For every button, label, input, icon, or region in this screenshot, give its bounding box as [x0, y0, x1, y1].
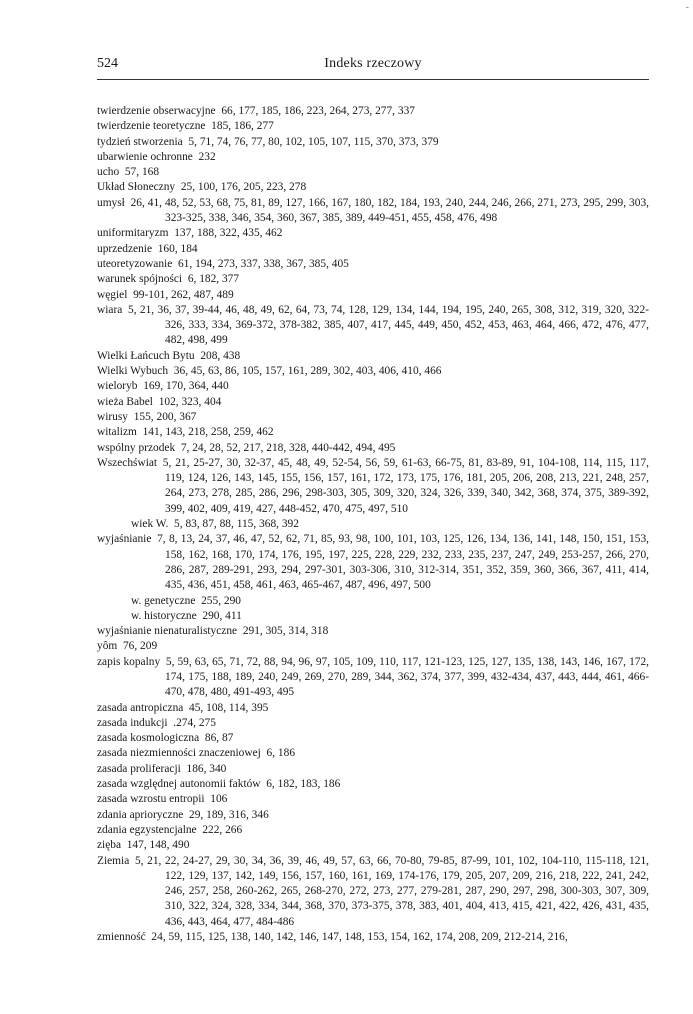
index-entry [97, 104, 649, 119]
index-page-refs: 232 [198, 150, 216, 163]
index-entry [97, 349, 649, 364]
index-term: zapis kopalny [97, 655, 161, 668]
index-entry [97, 196, 649, 227]
index-term: ucho [97, 166, 120, 179]
index-page-refs: 208, 438 [200, 349, 241, 362]
index-term: tydzień stworzenia [97, 135, 183, 148]
index-term: Układ Słoneczny [97, 181, 176, 194]
index-entry [97, 242, 649, 257]
index-page-refs: 222, 266 [202, 823, 243, 836]
index-entry [97, 257, 649, 272]
index-term: zmienność [97, 931, 146, 944]
index-entry [97, 731, 649, 746]
index-page-refs: 66, 177, 185, 186, 223, 264, 273, 277, 337 [221, 105, 415, 117]
index-entry [97, 594, 649, 609]
page-number: 524 [97, 56, 118, 71]
index-term: zięba [97, 839, 122, 852]
index-entry [97, 180, 649, 195]
index-page-refs: 169, 170, 364, 440 [143, 380, 229, 393]
index-term: zasada antropiczna [97, 701, 184, 714]
index-entry [97, 639, 649, 654]
index-entry [97, 624, 649, 639]
index-term: wiara [97, 303, 123, 316]
index-page-refs: 290, 411 [202, 609, 242, 622]
index-term: w. historyczne [131, 609, 197, 622]
header-rule [97, 79, 649, 80]
index-term: wieża Babel [97, 395, 153, 408]
index-entry [97, 150, 649, 165]
index-page-refs: 76, 209 [122, 640, 158, 653]
index-entry [97, 119, 649, 134]
index-entry [97, 808, 649, 823]
index-term: wspólny przodek [97, 441, 176, 454]
index-entry [97, 609, 649, 624]
index-page-refs: 137, 188, 322, 435, 462 [174, 227, 283, 240]
index-entry [97, 288, 649, 303]
index-term: Wszechświat [97, 456, 158, 469]
index-entry [97, 854, 649, 930]
index-term: wyjaśnianie [97, 533, 152, 546]
index-term: zdania egzystencjalne [97, 823, 197, 836]
index-entry [97, 441, 649, 456]
index-entry [97, 226, 649, 241]
page-header [97, 56, 649, 76]
index-page-refs: 24, 59, 115, 125, 138, 140, 142, 146, 147, 148, 153, 154, 162, 174, 208, 209, 212-214, 216, [151, 931, 568, 944]
index-page-refs: 6, 182, 183, 186 [266, 778, 341, 791]
index-entry [97, 456, 649, 517]
index-entry [97, 532, 649, 593]
index-term: zasada proliferacji [97, 762, 181, 775]
index-page-refs: 160, 184 [157, 242, 198, 255]
index-term: uprzedzenie [97, 242, 153, 255]
index-term: twierdzenie obserwacyjne [97, 105, 216, 117]
index-page-refs: 255, 290 [201, 594, 241, 607]
index-page-refs: 155, 200, 367 [133, 410, 197, 423]
index-entry [97, 930, 649, 945]
index-entry [97, 425, 649, 440]
index-page-refs: 36, 45, 63, 86, 105, 157, 161, 289, 302, 403, 406, 410, 466 [173, 365, 442, 378]
index-term: yôm [97, 640, 118, 653]
index-page-refs: 7, 24, 28, 52, 217, 218, 328, 440-442, 494, 495 [180, 441, 396, 454]
index-page-refs: 26, 41, 48, 52, 53, 68, 75, 81, 89, 127, 166, 167, 180, 182, 184, 193, 240, 244, 246, 266, 271, 273, 295, 299, 303, 323-325, 338, 346, 354, 360, 367, 385, 389, 449-451, 455, 458, 476, 498 [130, 196, 649, 225]
index-entry [97, 655, 649, 701]
index-entry [97, 379, 649, 394]
index-entry [97, 517, 649, 532]
index-entry [97, 272, 649, 287]
index-page-refs: 5, 21, 22, 24-27, 29, 30, 34, 36, 39, 46, 49, 57, 63, 66, 70-80, 79-85, 87-99, 101, 102, 104-110, 115-118, 121, 122, 129, 137, 142, 149, 156, 157, 160, 161, 169, 174-176, 179, 205, 207, 209, 216, 218, 222, 241, 242, 246, 257, 258, 260-262, 265, 268-270, 272, 273, 277, 279-281, 287, 290, 297, 298, 300-303, 307, 309, 310, 322, 324, 328, 334, 344, 368, 370, 373-375, 378, 383, 401, 404, 413, 415, 421, 422, 426, 431, 435, 436, 443, 464, 477, 484-486 [134, 854, 649, 928]
index-term: zasada kosmologiczna [97, 732, 200, 745]
index-term: wieloryb [97, 380, 138, 393]
index-page-refs: 61, 194, 273, 337, 338, 367, 385, 405 [177, 257, 349, 270]
index-term: wiek W. [131, 518, 169, 531]
index-page-refs: 6, 186 [266, 747, 296, 760]
index-entry [97, 777, 649, 792]
index-page-refs: 106 [210, 793, 228, 806]
index-page-refs: 99-101, 262, 487, 489 [133, 288, 234, 301]
index-term: twierdzenie teoretyczne [97, 120, 206, 133]
index-page-refs: 291, 305, 314, 318 [242, 625, 329, 638]
index-term: zasada indukcji [97, 716, 168, 729]
index-entry [97, 395, 649, 410]
index-page-refs: 86, 87 [204, 732, 234, 745]
index-entry [97, 746, 649, 761]
index-page-refs: .274, 275 [173, 716, 216, 729]
index-page-refs: 25, 100, 176, 205, 223, 278 [180, 181, 307, 194]
index-page-refs: 102, 323, 404 [158, 395, 222, 408]
index-term: Wielki Wybuch [97, 365, 169, 378]
index-page-refs: 5, 59, 63, 65, 71, 72, 88, 94, 96, 97, 105, 109, 110, 117, 121-123, 125, 127, 135, 138, 143, 146, 167, 172, 174, 175, 188, 189, 240, 249, 269, 270, 289, 344, 362, 374, 377, 399, 432-434, 437, 443, 444, 461, 466-470, 478, 480, 491-493, 495 [165, 655, 649, 699]
index-entry [97, 303, 649, 349]
index-page-refs: 186, 340 [186, 762, 227, 775]
index-entry [97, 838, 649, 853]
index-page-refs: 57, 168 [124, 166, 160, 179]
index-term: zasada względnej autonomii faktów [97, 778, 261, 791]
index-page-refs: 6, 182, 377 [187, 273, 240, 286]
index-term: Ziemia [97, 854, 130, 867]
index-entry [97, 410, 649, 425]
index-entries [97, 104, 649, 945]
index-entry [97, 364, 649, 379]
index-entry [97, 135, 649, 150]
index-entry [97, 716, 649, 731]
index-term: wyjaśnianie nienaturalistyczne [97, 625, 238, 638]
index-term: wirusy [97, 410, 129, 423]
index-page-refs: 147, 148, 490 [126, 839, 190, 852]
index-term: uteoretyzowanie [97, 257, 173, 270]
index-page-refs: 5, 71, 74, 76, 77, 80, 102, 105, 107, 115, 370, 373, 379 [188, 135, 439, 148]
index-term: umysł [97, 196, 125, 209]
running-title: Indeks rzeczowy [324, 56, 422, 71]
index-term: w. genetyczne [131, 594, 196, 607]
index-term: Wielki Łańcuch Bytu [97, 349, 195, 362]
index-page-refs: 29, 189, 316, 346 [189, 808, 269, 821]
index-entry [97, 792, 649, 807]
index-page-refs: 45, 108, 114, 395 [189, 701, 269, 714]
index-page-refs: 141, 143, 218, 258, 259, 462 [142, 426, 274, 439]
index-term: zasada niezmienności znaczeniowej [97, 747, 261, 760]
index-page-refs: 185, 186, 277 [211, 120, 274, 133]
index-page-refs: 5, 21, 25-27, 30, 32-37, 45, 48, 49, 52-54, 56, 59, 61-63, 66-75, 81, 83-89, 91, 104-108, 114, 115, 117, 119, 124, 126, 143, 145, 155, 156, 157, 161, 172, 173, 175, 176, 181, 205, 206, 208, 213, 221, 248, 257, 264, 273, 278, 285, 286, 296, 298-303, 305, 309, 320, 324, 326, 339, 340, 342, 368, 374, 375, 389-392, 399, 402, 409, 419, 427, 448-452, 470, 475, 497, 510 [162, 456, 649, 515]
index-term: ubarwienie ochronne [97, 150, 193, 163]
index-page-refs: 5, 83, 87, 88, 115, 368, 392 [174, 518, 299, 531]
index-term: warunek spójności [97, 273, 183, 286]
index-entry [97, 165, 649, 180]
index-page-refs: 5, 21, 36, 37, 39-44, 46, 48, 49, 62, 64, 73, 74, 128, 129, 134, 144, 194, 195, 240, 265, 308, 312, 319, 320, 322-326, 333, 334, 369-372, 378-382, 385, 407, 417, 445, 449, 450, 452, 453, 463, 464, 466, 472, 476, 477, 482, 498, 499 [128, 303, 649, 347]
index-entry [97, 823, 649, 838]
index-term: węgiel [97, 288, 128, 301]
index-entry [97, 701, 649, 716]
corner-mark: - [685, 2, 689, 13]
index-page-refs: 7, 8, 13, 24, 37, 46, 47, 52, 62, 71, 85, 93, 98, 100, 101, 103, 125, 126, 134, 136, 141, 148, 150, 151, 153, 158, 162, 168, 170, 174, 176, 195, 197, 225, 228, 229, 232, 233, 235, 237, 247, 249, 253-257, 266, 270, 286, 287, 289-291, 293, 294, 297-301, 303-306, 310, 312-314, 351, 352, 359, 360, 366, 367, 411, 414, 435, 436, 451, 458, 461, 463, 465-467, 487, 496, 497, 500 [157, 533, 649, 592]
index-entry [97, 762, 649, 777]
index-term: witalizm [97, 426, 137, 439]
index-term: zdania aprioryczne [97, 808, 184, 821]
index-term: uniformitaryzm [97, 227, 169, 240]
index-term: zasada wzrostu entropii [97, 793, 205, 806]
